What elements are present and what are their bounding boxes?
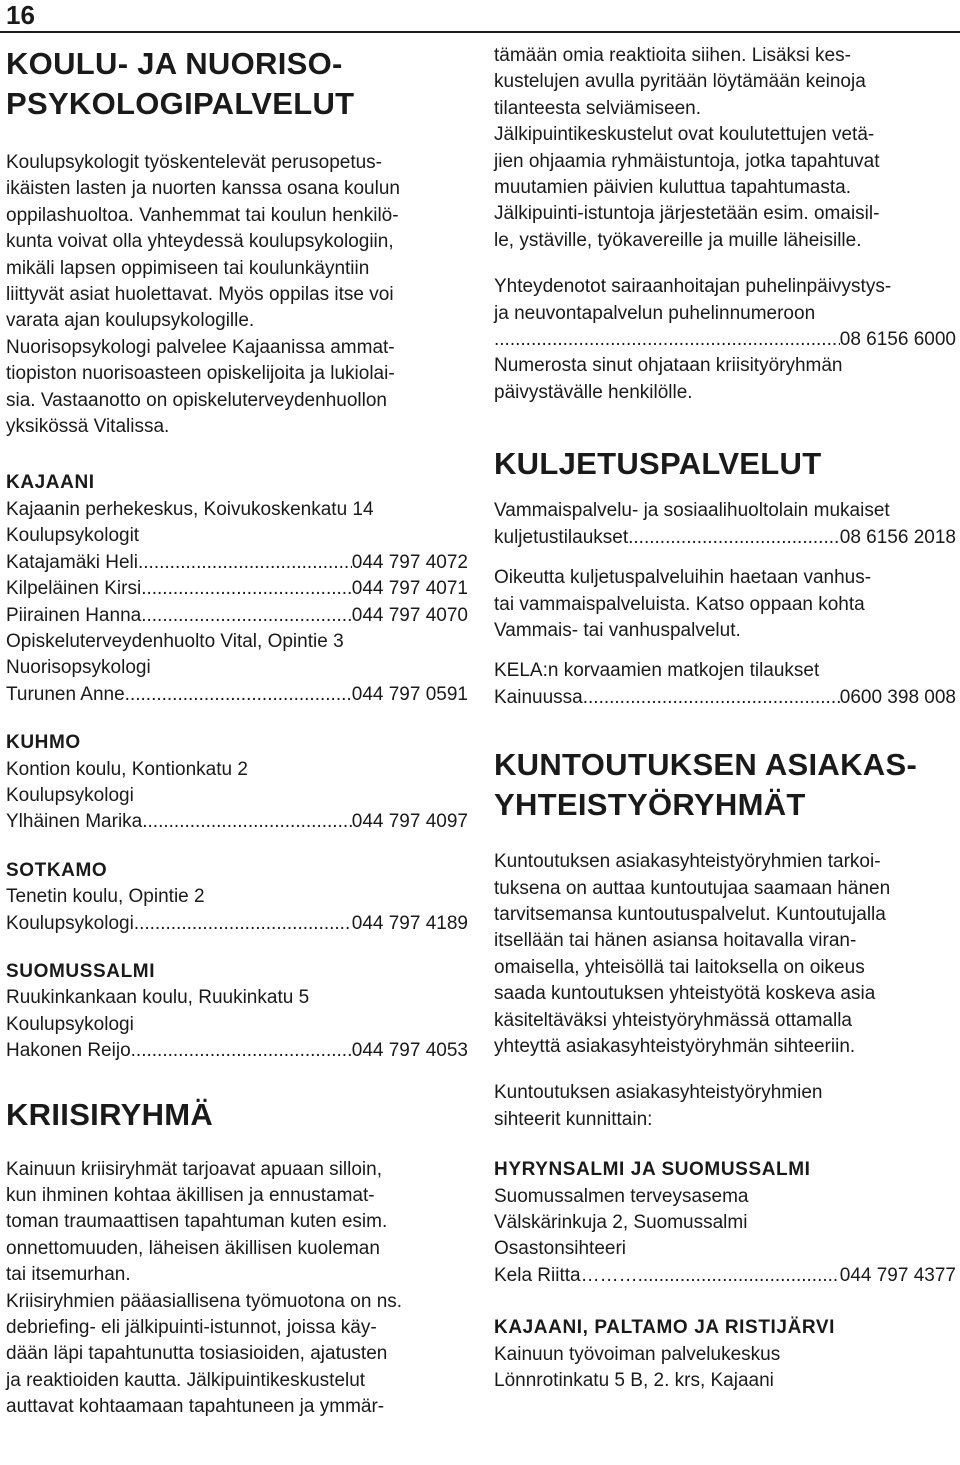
right-column [494, 43, 956, 1394]
left-column [6, 44, 468, 1421]
contact-entry: Koulupsykologi ..... 044 797 4189 [6, 911, 468, 937]
contact-entry: ..... 08 6156 6000 [494, 327, 956, 353]
contact-entry: Kilpeläinen Kirsi ..... 044 797 4071 [6, 576, 468, 602]
crisis-continuation: tämään omia reaktioita siihen. Lisäksi kes- kustelujen avulla pyritään löytämään keinoja tilanteesta selviämiseen. Jälkipuintikeskustelut ovat koulutettujen vetä- jien ohjaamia ryhmäistuntoja, jotka tapahtuvat muutamien päivien kuluttua tapahtumasta. Jälkipuinti-istuntoja järjestetään esim. omaisil- le, ystäville, työkavereille ja muille läheisille. [494, 45, 880, 251]
crisis-contact: Yhteydenotot sairaanhoitajan puhelinpäivystys- ja neuvontapalvelun puhelinnumeroon ..... 08 6156 6000 Numerosta sinut ohjataan kriisityöryhmän päivystävälle henkilölle. [494, 274, 956, 406]
contact-entry: Katajamäki Heli ..... 044 797 4072 [6, 550, 468, 576]
section-title-crisis: KRIISIRYHMÄ [6, 1096, 214, 1132]
section-title-psychology: KOULU- JA NUORISO- PSYKOLOGIPALVELUT [6, 46, 355, 121]
crisis-paragraph: Kainuun kriisiryhmät tarjoavat apuaan silloin, kun ihminen kohtaa äkillisen ja ennustamat- toman traumaattisen tapahtuman kuten esim. onnettomuuden, läheisen äkillisen kuoleman tai itsemurhan. Kriisiryhmien pääasiallisena työmuotona on ns. debriefing- eli jälkipuinti-istunnot, joissa käy- dään läpi tapahtunutta tosiasioiden, ajatusten ja reaktioiden kautta. Jälkipuintikeskustelut auttavat kohtaamaan tapahtuneen ja ymmär- [6, 1158, 403, 1418]
contact-entry: Turunen Anne ..... 044 797 0591 [6, 682, 468, 708]
kajaani-rehab-block: KAJAANI, PALTAMO JA RISTIJÄRVI Kainuun työvoiman palvelukeskus Lönnrotinkatu 5 B, 2. krs, Kajaani [494, 1315, 956, 1394]
contact-entry: kuljetustilaukset ..... 08 6156 2018 [494, 525, 956, 551]
suomussalmi-heading: SUOMUSSALMI [6, 960, 156, 982]
kuhmo-heading: KUHMO [6, 732, 81, 754]
sotkamo-block: SOTKAMO Tenetin koulu, Opintie 2 Koulupsykologi ..... 044 797 4189 [6, 858, 468, 937]
top-rule [0, 31, 960, 33]
sotkamo-heading: SOTKAMO [6, 859, 108, 881]
secretaries-intro: Kuntoutuksen asiakasyhteistyöryhmien sihteerit kunnittain: [494, 1082, 823, 1130]
rehabilitation-paragraph: Kuntoutuksen asiakasyhteistyöryhmien tarkoi- tuksena on auttaa kuntoutujaa saamaan hänen tarvitsemansa kuntoutuspalvelut. Kuntoutujalla itsellään tai hänen asiansa hoitavalla viran- omaisella, yhteisöllä tai laitoksella on oikeus saada kuntoutuksen yhteistyötä koskeva asia käsiteltäväksi yhteistyöryhmässä ottamalla yhteyttä asiakasyhteistyöryhmän sihteeriin. [494, 851, 891, 1057]
section-title-transport: KULJETUSPALVELUT [494, 446, 822, 482]
contact-entry: Piirainen Hanna ..... 044 797 4070 [6, 603, 468, 629]
section-title-rehabilitation: KUNTOUTUKSEN ASIAKAS- YHTEISTYÖRYHMÄT [494, 747, 918, 823]
hyrynsalmi-block: HYRYNSALMI JA SUOMUSSALMI Suomussalmen terveysasema Välskärinkuja 2, Suomussalmi Osastonsihteeri Kela Riitta……… ..... 044 797 4377 [494, 1157, 956, 1289]
intro-paragraph: Koulupsykologit työskentelevät perusopetus- ikäisten lasten ja nuorten kanssa osana koulun oppilashuoltoa. Vanhemmat tai koulun henkilö- kunta voivat olla yhteydessä koulupsykologiin, mikäli lapsen oppimiseen tai koulunkäyntiin liittyvät asiat huolettavat. Myös oppilas itse voi varata ajan koulupsykologille. Nuorisopsykologi palvelee Kajaanissa ammat- tiopiston nuorisoasteen opiskelijoita ja lukiolai- sia. Vastaanotto on opiskeluterveydenhuollon yksikössä Vitalissa. [6, 152, 400, 438]
contact-entry: Kainuussa ..... 0600 398 008 [494, 685, 956, 711]
kajaani-heading: KAJAANI [6, 472, 95, 494]
contact-entry: Kela Riitta……… ..... 044 797 4377 [494, 1263, 956, 1289]
page-number: 16 [6, 0, 35, 30]
suomussalmi-block: SUOMUSSALMI Ruukinkankaan koulu, Ruukinkatu 5 Koulupsykologi Hakonen Reijo ..... 044 797 4053 [6, 959, 468, 1065]
contact-entry: Ylhäinen Marika ..... 044 797 4097 [6, 809, 468, 835]
transport-block: Vammaispalvelu- ja sosiaalihuoltolain mukaiset kuljetustilaukset ..... 08 6156 2018 Oikeutta kuljetuspalveluihin haetaan vanhus- tai vammaispalveluista. Katso oppaan kohta Vammais- tai vanhuspalvelut. KELA:n korvaamien matkojen tilaukset Kainuussa ..... 0600 398 008 [494, 498, 956, 711]
kajaani-rehab-heading: KAJAANI, PALTAMO JA RISTIJÄRVI [494, 1317, 836, 1339]
hyrynsalmi-heading: HYRYNSALMI JA SUOMUSSALMI [494, 1159, 811, 1181]
kajaani-block: KAJAANI Kajaanin perhekeskus, Koivukoskenkatu 14 Koulupsykologit Katajamäki Heli ..... 044 797 4072 Kilpeläinen Kirsi ..... 044 797 4071 Piirainen Hanna ..... 044 797 4070 Opiskeluterveydenhuolto Vital, Opintie 3 Nuorisopsykologi Turunen Anne ..... 044 797 0591 [6, 470, 468, 708]
contact-entry: Hakonen Reijo ..... 044 797 4053 [6, 1038, 468, 1064]
kuhmo-block: KUHMO Kontion koulu, Kontionkatu 2 Koulupsykologi Ylhäinen Marika ..... 044 797 4097 [6, 730, 468, 836]
